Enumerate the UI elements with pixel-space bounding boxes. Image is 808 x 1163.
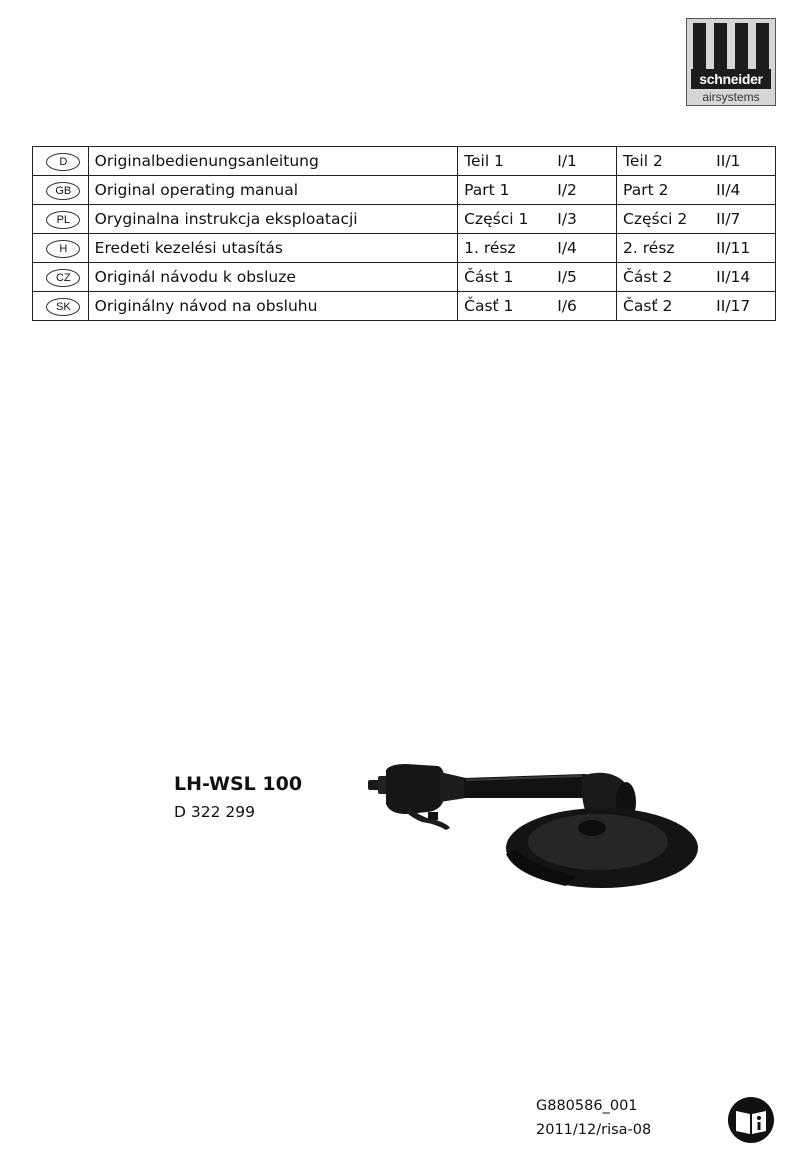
language-page1-cell: I/2 xyxy=(551,176,616,205)
language-part2-cell: Part 2 xyxy=(617,176,711,205)
product-number: D 322 299 xyxy=(174,803,255,821)
language-page2-cell: II/7 xyxy=(710,205,775,234)
language-title-cell: Original operating manual xyxy=(88,176,457,205)
language-part1-cell: Teil 1 xyxy=(458,147,552,176)
language-title-cell: Eredeti kezelési utasítás xyxy=(88,234,457,263)
language-code-cell xyxy=(33,292,89,321)
language-part2-cell: Časť 2 xyxy=(617,292,711,321)
language-code-badge: PL xyxy=(46,211,80,229)
language-part1-cell: Części 1 xyxy=(458,205,552,234)
language-code-cell xyxy=(33,263,89,292)
schneider-logo xyxy=(686,18,776,106)
language-part1-cell: Part 1 xyxy=(458,176,552,205)
language-row xyxy=(33,147,776,176)
document-date: 2011/12/risa-08 xyxy=(536,1122,652,1138)
language-code-badge: GB xyxy=(46,182,80,200)
angle-grinder-image xyxy=(366,758,706,894)
language-title-cell: Originál návodu k obsluze xyxy=(88,263,457,292)
language-part1-cell: Část 1 xyxy=(458,263,552,292)
document-code: G880586_001 xyxy=(536,1098,638,1114)
language-row xyxy=(33,205,776,234)
product-name: LH-WSL 100 xyxy=(174,773,303,795)
language-code-cell xyxy=(33,234,89,263)
language-page1-cell: I/6 xyxy=(551,292,616,321)
language-page2-cell: II/11 xyxy=(710,234,775,263)
language-row xyxy=(33,292,776,321)
language-part1-cell: 1. rész xyxy=(458,234,552,263)
language-code-badge: CZ xyxy=(46,269,80,287)
logo-bars xyxy=(693,23,769,69)
language-row xyxy=(33,234,776,263)
language-code-badge: SK xyxy=(46,298,80,316)
read-manual-icon xyxy=(727,1096,775,1144)
language-part2-cell: 2. rész xyxy=(617,234,711,263)
language-page2-cell: II/1 xyxy=(710,147,775,176)
language-code-badge: H xyxy=(46,240,80,258)
language-title-cell: Originálny návod na obsluhu xyxy=(88,292,457,321)
language-code-cell xyxy=(33,205,89,234)
language-page2-cell: II/4 xyxy=(710,176,775,205)
language-page2-cell: II/14 xyxy=(710,263,775,292)
language-row xyxy=(33,263,776,292)
language-title-cell: Originalbedienungsanleitung xyxy=(88,147,457,176)
language-code-cell xyxy=(33,147,89,176)
language-page1-cell: I/5 xyxy=(551,263,616,292)
language-part1-cell: Časť 1 xyxy=(458,292,552,321)
language-table xyxy=(32,146,776,321)
language-title-cell: Oryginalna instrukcja eksploatacji xyxy=(88,205,457,234)
language-part2-cell: Teil 2 xyxy=(617,147,711,176)
language-code-badge: D xyxy=(46,153,80,171)
logo-subtitle: airsystems xyxy=(702,90,760,104)
language-code-cell xyxy=(33,176,89,205)
language-row xyxy=(33,176,776,205)
language-part2-cell: Část 2 xyxy=(617,263,711,292)
language-page1-cell: I/1 xyxy=(551,147,616,176)
language-page1-cell: I/3 xyxy=(551,205,616,234)
logo-brand: schneider xyxy=(691,69,771,89)
language-page1-cell: I/4 xyxy=(551,234,616,263)
language-page2-cell: II/17 xyxy=(710,292,775,321)
language-part2-cell: Części 2 xyxy=(617,205,711,234)
